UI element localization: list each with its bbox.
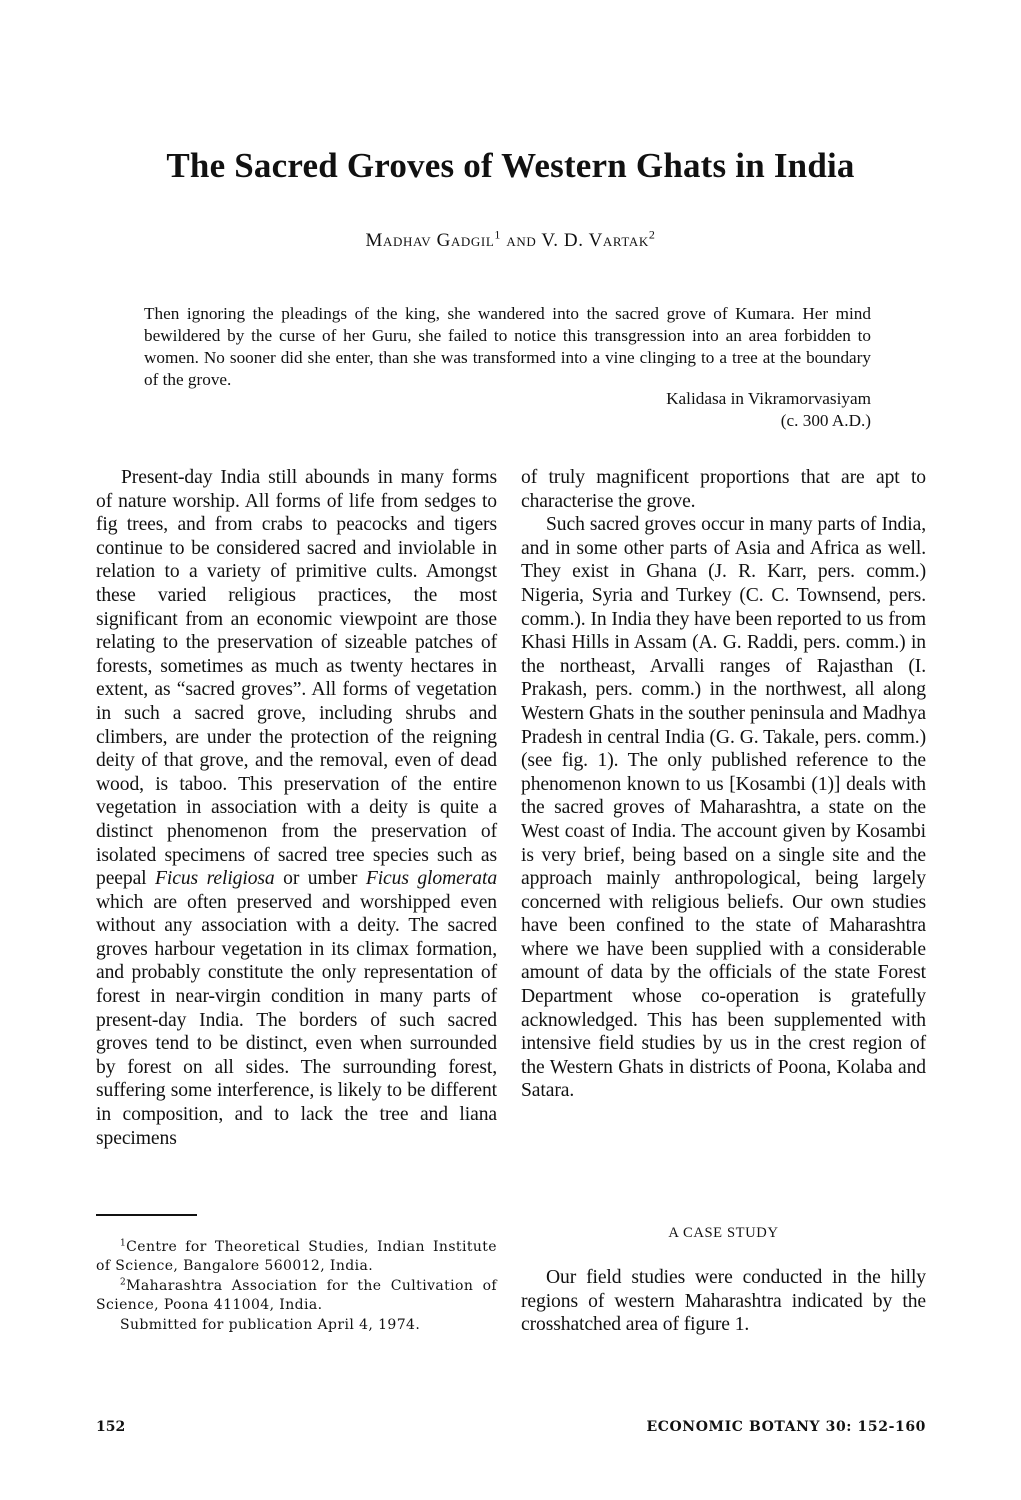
footnote-divider <box>96 1214 197 1216</box>
footnote-text: Maharashtra Association for the Cultivation of Science, Poona 411004, India. <box>96 1277 497 1314</box>
section-body <box>521 1266 926 1337</box>
author-conjunction: and <box>506 230 537 251</box>
body-text: Present-day India still abounds in many forms of nature worship. All forms of life from sedges to fig trees, and from crabs to peacocks and tigers continue to be considered sacred and inviolable in relation to a variety of primitive cults. Amongst these varied religious practices, the most significant from an economic viewpoint are those relating to the preservation of sizeable patches of forests, sometimes as much as twenty hectares in extent, as “sacred groves”. All forms of vegetation in such a sacred grove, including shrubs and climbers, are under the protection of the reigning deity of that grove, and the removal, even of dead wood, is taboo. This preservation of the entire vegetation in association with a deity is quite a distinct phenomenon from the preservation of isolated specimens of sacred tree species such as peepal <box>96 467 497 890</box>
species-name: Ficus religiosa <box>155 868 275 890</box>
section-paragraph: Our field studies were conducted in the hilly regions of western Maharashtra indicated by the crosshatched area of figure 1. <box>521 1267 926 1336</box>
footnote-1 <box>96 1238 497 1277</box>
epigraph-source: Kalidasa in Vikramorvasiyam <box>666 389 871 408</box>
author-vartak: V. D. Vartak <box>541 230 649 251</box>
footnote-mark: 2 <box>120 1277 127 1288</box>
body-paragraph-1 <box>96 466 497 1150</box>
body-paragraph-1-continued: of truly magnificent proportions that are apt to characterise the grove. <box>521 467 926 512</box>
epigraph-date: (c. 300 A.D.) <box>780 411 871 430</box>
footnote-text: Centre for Theoretical Studies, Indian Institute of Science, Bangalore 560012, India. <box>96 1239 497 1275</box>
page-number: 152 <box>96 1419 126 1435</box>
body-paragraph-2: Such sacred groves occur in many parts of India, and in some other parts of Asia and Africa as well. They exist in Ghana (J. R. Karr, pers. comm.) Nigeria, Syria and Turkey (C. C. Townsend, pers. comm.). In India they have been reported to us from Khasi Hills in Assam (A. G. Raddi, pers. comm.) in the northeast, Arvalli ranges of Rajasthan (I. Prakash, pers. comm.) in the northwest, all along Western Ghats in the souther peninsula and Madhya Pradesh in central India (G. G. Takale, pers. comm.) (see fig. 1). The only published reference to the phenomenon known to us [Kosambi (1)] deals with the sacred groves of Maharashtra, a state on the West coast of India. The account given by Kosambi is very brief, being based on a single site and the approach mainly anthropological, being largely concerned with religious beliefs. Our own studies have been confined to the state of Maharashtra where we have been supplied with a considerable amount of data by the officials of the state Forest Department whose co-operation is gratefully acknowledged. This has been supplemented with intensive field studies by us in the crest region of the Western Ghats in districts of Poona, Kolaba and Satara. <box>521 514 926 1102</box>
body-column-right <box>521 466 926 1103</box>
section-heading: A CASE STUDY <box>668 1225 779 1241</box>
footnote-2 <box>96 1277 497 1316</box>
epigraph-attribution <box>500 388 871 432</box>
species-name: Ficus glomerata <box>365 868 498 890</box>
footnotes <box>96 1238 497 1335</box>
author-gadgil-mark: 1 <box>494 227 501 242</box>
author-vartak-mark: 2 <box>648 227 656 242</box>
journal-citation: ECONOMIC BOTANY 30: 152-160 <box>646 1419 926 1435</box>
footnote-mark: 1 <box>120 1238 127 1249</box>
body-text: or umber <box>274 868 366 890</box>
body-text: which are often preserved and worshipped even without any association with a deity. The sacred groves harbour vegetation in its climax formation, and probably constitute the only representation of forest in near-virgin condition in many parts of present-day India. The borders of such sacred groves tend to be distinct, even when surrounded by forest on all sides. The surrounding forest, suffering some interference, is likely to be different in composition, and to lack the tree and liana specimens <box>96 891 497 1149</box>
author-line <box>0 227 1021 252</box>
body-column-left <box>96 466 497 1150</box>
author-gadgil: Madhav Gadgil <box>365 230 495 251</box>
article-title: The Sacred Groves of Western Ghats in India <box>166 146 855 185</box>
submission-note: Submitted for publication April 4, 1974. <box>120 1316 421 1333</box>
epigraph-quote: Then ignoring the pleadings of the king, she wandered into the sacred grove of Kumara. Her mind bewildered by the curse of her Guru, she failed to notice this transgression into an area forbidden to women. No sooner did she enter, than she was transformed into a vine clinging to a tree at the boundary of the grove. <box>144 304 871 389</box>
